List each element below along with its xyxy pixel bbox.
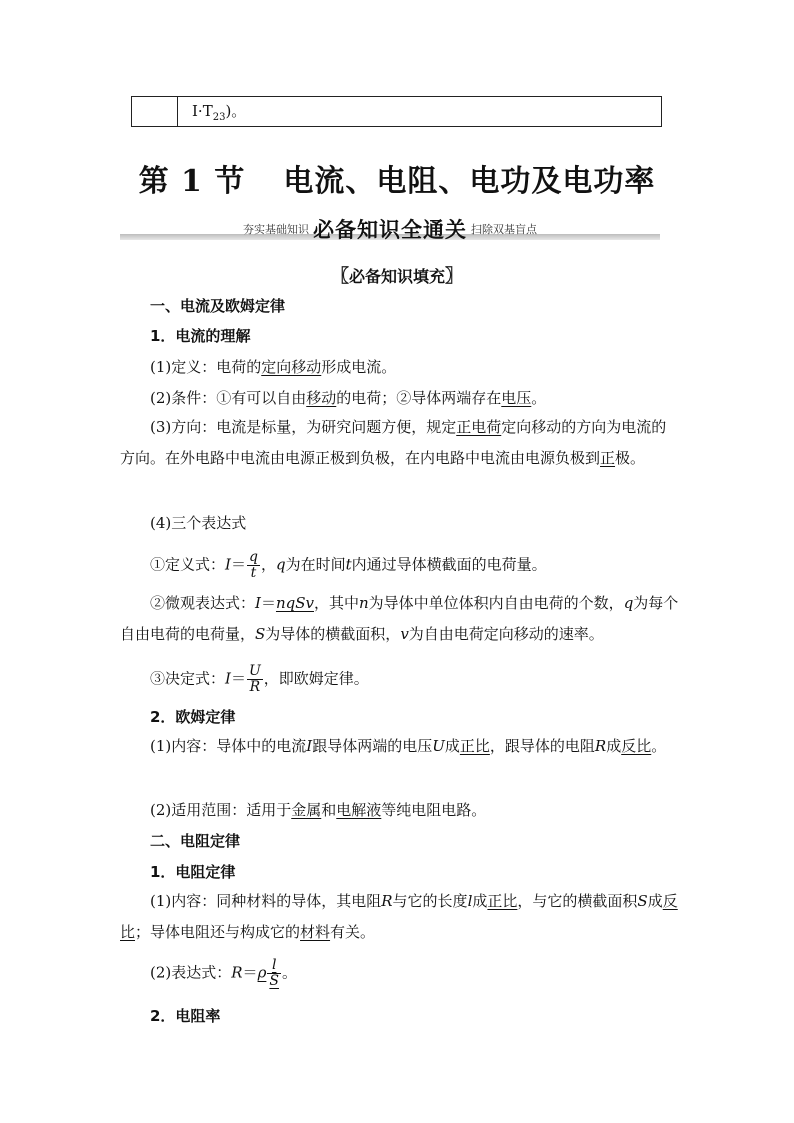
blank-answer: 电压 <box>501 389 532 407</box>
blank-answer: 正比 <box>487 892 518 910</box>
section-banner <box>120 214 660 244</box>
table-cell-text <box>178 97 661 126</box>
paragraph-ohm-content: (1)内容：导体中的电流I跟导体两端的电压U成正比，跟导体的电阻R成反比。 <box>150 737 667 755</box>
formula-definition: ①定义式：I＝ $\frac{q}{t}$ ，q为在时间t内通过导体横截面的电荷量。 <box>150 549 547 581</box>
left-bracket-icon: 〖 <box>330 266 349 287</box>
blank-answer: 电解液 <box>336 801 382 819</box>
table-cell-label: Ⅰ·T <box>192 102 213 120</box>
banner-title: 必备知识全通关 <box>313 218 467 242</box>
heading-current-ohm: 一、电流及欧姆定律 <box>150 297 286 315</box>
fraction-u-over-r: $\frac{U}{R}$ <box>248 663 261 695</box>
blank-answer: 定向移动 <box>261 358 322 376</box>
paragraph-condition: (2)条件：①有可以自由移动的电荷；②导体两端存在电压。 <box>150 389 547 407</box>
formula-resistance: (2)表达式：R＝ρ $\frac{l}{S}$ 。 <box>150 957 297 989</box>
blank-answer: 正比 <box>459 737 490 755</box>
banner-left-text: 夯实基础知识 <box>243 223 309 236</box>
formula-microscopic: ②微观表达式：I＝nqSv，其中n为导体中单位体积内自由电荷的个数，q为每个自由电荷的电荷量，S为导体的横截面积，v为自由电荷定向移动的速率。 <box>120 594 679 643</box>
table-cell-empty <box>132 97 178 126</box>
title-section-number: 第 1 节 <box>138 164 246 199</box>
blank-answer: 移动 <box>306 389 337 407</box>
paragraph-direction: (3)方向：电流是标量，为研究问题方便，规定正电荷定向移动的方向为电流的方向。在外电路中电流由电源正极到负极，在内电路中电流由电源负极到正极。 <box>120 418 667 467</box>
heading-resistance-law: 1．电阻定律 <box>150 863 236 881</box>
fraction-l-over-s: $\frac{l}{S}$ <box>269 957 279 989</box>
paragraph-ohm-scope: (2)适用范围：适用于金属和电解液等纯电阻电路。 <box>150 801 487 819</box>
paragraph-definition: (1)定义：电荷的定向移动形成电流。 <box>150 358 397 376</box>
table-cell-tail: )。 <box>225 102 247 120</box>
blank-answer: nqSv <box>275 594 314 612</box>
page-title <box>0 156 794 200</box>
section-heading <box>0 262 794 288</box>
banner-right-text: 扫除双基盲点 <box>471 223 537 236</box>
blank-answer: 反比 <box>621 737 652 755</box>
table-cell-subscript: 23 <box>212 112 226 123</box>
title-text: 电流、电阻、电功及电功率 <box>283 164 656 199</box>
heading-current-understanding: 1．电流的理解 <box>150 327 251 345</box>
section-heading-label: 必备知识填充 <box>348 267 445 286</box>
header-table <box>131 96 662 127</box>
heading-resistivity: 2．电阻率 <box>150 1007 221 1025</box>
blank-answer: 材料 <box>300 923 331 941</box>
paragraph-three-expressions: (4)三个表达式 <box>150 514 247 532</box>
blank-answer: 金属 <box>291 801 322 819</box>
blank-answer: 反比 <box>120 892 678 941</box>
fraction-q-over-t: $\frac{q}{t}$ <box>248 549 258 581</box>
paragraph-resistance-content: (1)内容：同种材料的导体，其电阻R与它的长度l成正比，与它的横截面积S成反比；导体电阻还与构成它的材料有关。 <box>120 892 678 941</box>
blank-answer: 正电荷 <box>456 418 502 436</box>
blank-answer: ρ <box>257 963 267 982</box>
heading-ohm-law: 2．欧姆定律 <box>150 708 236 726</box>
right-bracket-icon: 〗 <box>445 266 463 287</box>
formula-determining: ③决定式：I＝ $\frac{U}{R}$ ，即欧姆定律。 <box>150 663 369 695</box>
heading-resistance-law-section: 二、电阻定律 <box>150 832 241 850</box>
blank-answer: 正 <box>600 449 616 467</box>
